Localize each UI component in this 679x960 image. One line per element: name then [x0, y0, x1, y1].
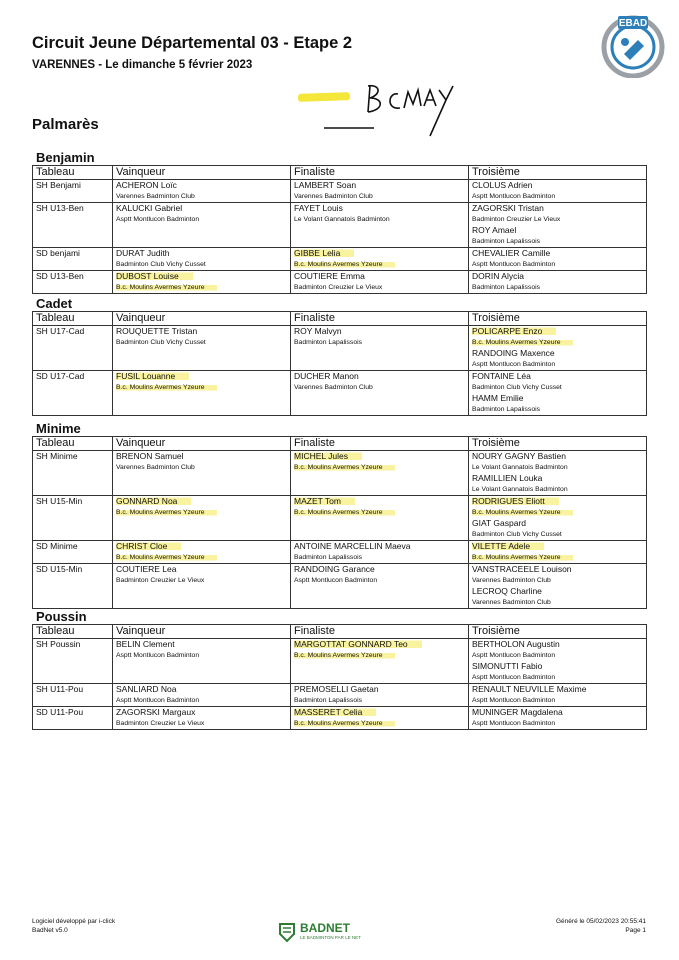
player-club	[294, 718, 465, 729]
column-header: Troisième	[469, 166, 647, 180]
player-name: ZAGORSKI Tristan	[472, 203, 544, 213]
tableau-cell: SH Benjami	[33, 180, 113, 203]
tableau-cell: SH U17-Cad	[33, 326, 113, 371]
tableau-cell: SD U13-Ben	[33, 271, 113, 294]
third-cell	[469, 564, 647, 609]
player-club: Badminton Lapalissois	[472, 238, 541, 245]
player-name: SIMONUTTI Fabio	[472, 661, 543, 671]
table-row	[33, 564, 647, 609]
player-club: Asptt Montlucon Badminton	[116, 652, 200, 659]
player-name: VANSTRACEELE Louison	[472, 564, 572, 574]
section-title: Poussin	[36, 609, 87, 624]
highlight-name: POLICARPE Enzo	[472, 326, 556, 336]
section-title: Benjamin	[36, 150, 95, 165]
highlight-name: RODRIGUES Eliott	[472, 496, 559, 506]
results-table	[32, 624, 647, 730]
highlight-club: B.c. Moulins Avermes Yzeure	[116, 554, 217, 561]
player-club: Badminton Lapalissois	[294, 339, 363, 346]
column-header: Vainqueur	[113, 625, 291, 639]
highlight-club: B.c. Moulins Avermes Yzeure	[294, 720, 395, 727]
third-cell	[469, 248, 647, 271]
player-club: Asptt Montlucon Badminton	[472, 652, 556, 659]
finalist-cell	[291, 371, 469, 416]
highlight-club: B.c. Moulins Avermes Yzeure	[472, 509, 573, 516]
column-header: Vainqueur	[113, 166, 291, 180]
player-club: Asptt Montlucon Badminton	[116, 697, 200, 704]
third-cell	[469, 639, 647, 684]
player-name: COUTIERE Lea	[116, 564, 177, 574]
player-name	[116, 541, 287, 552]
player-name: DORIN Alycia	[472, 271, 524, 281]
player-club: Varennes Badminton Club	[116, 193, 195, 200]
player-name: GIAT Gaspard	[472, 518, 527, 528]
column-header: Finaliste	[291, 166, 469, 180]
player-club: Badminton Club Vichy Cusset	[116, 261, 206, 268]
player-name: LAMBERT Soan	[294, 180, 357, 190]
table-row	[33, 180, 647, 203]
player-name: ACHERON Loïc	[116, 180, 177, 190]
winner-cell	[113, 496, 291, 541]
player-name: COUTIERE Emma	[294, 271, 365, 281]
table-row	[33, 271, 647, 294]
highlight-name: CHRIST Cloe	[116, 541, 181, 551]
tableau-cell: SH U11-Pou	[33, 684, 113, 707]
player-name: KALUCKI Gabriel	[116, 203, 183, 213]
third-cell	[469, 371, 647, 416]
player-name	[294, 639, 465, 650]
player-club: Badminton Lapalissois	[472, 406, 541, 413]
table-row	[33, 707, 647, 730]
table-row	[33, 496, 647, 541]
winner-cell	[113, 707, 291, 730]
player-name: RANDOING Maxence	[472, 348, 555, 358]
player-name: ROY Malvyn	[294, 326, 342, 336]
player-club: Varennes Badminton Club	[294, 384, 373, 391]
third-cell	[469, 203, 647, 248]
player-club: Asptt Montlucon Badminton	[472, 361, 556, 368]
finalist-cell	[291, 707, 469, 730]
footer-date: Généré le 05/02/2023 20:55:41	[556, 918, 646, 925]
highlight-name: MASSERET Celia	[294, 707, 376, 717]
player-name: BERTHOLON Augustin	[472, 639, 560, 649]
player-club	[116, 282, 287, 293]
third-cell	[469, 707, 647, 730]
column-header: Tableau	[33, 437, 113, 451]
player-name: DUCHER Manon	[294, 371, 359, 381]
player-club	[472, 552, 643, 563]
table-header-row	[33, 625, 647, 639]
player-name	[472, 326, 643, 337]
winner-cell	[113, 639, 291, 684]
player-club: Le Volant Gannatois Badminton	[294, 216, 390, 223]
player-name: LECROQ Charline	[472, 586, 542, 596]
player-name: RENAULT NEUVILLE Maxime	[472, 684, 587, 694]
column-header: Vainqueur	[113, 437, 291, 451]
player-club: Asptt Montlucon Badminton	[116, 216, 200, 223]
column-header: Tableau	[33, 625, 113, 639]
player-name: BRENON Samuel	[116, 451, 184, 461]
highlight-name: GONNARD Noa	[116, 496, 191, 506]
player-club	[294, 650, 465, 661]
player-club: Badminton Club Vichy Cusset	[472, 384, 562, 391]
player-name: FONTAINE Léa	[472, 371, 531, 381]
player-name: RAMILLIEN Louka	[472, 473, 543, 483]
footer-developer: Logiciel développé par i-click	[32, 918, 116, 925]
results-table	[32, 436, 647, 609]
tableau-cell: SH U13-Ben	[33, 203, 113, 248]
highlight-club: B.c. Moulins Avermes Yzeure	[294, 261, 395, 268]
tableau-cell: SH Minime	[33, 451, 113, 496]
column-header: Troisième	[469, 625, 647, 639]
badnet-brand: BADNET	[300, 921, 350, 935]
badnet-tagline: LE BADMINTON PAR LE NET	[300, 935, 361, 940]
footer-version: BadNet v5.0	[32, 927, 68, 934]
player-name: BELIN Clement	[116, 639, 175, 649]
finalist-cell	[291, 203, 469, 248]
player-name: CHEVALIER Camille	[472, 248, 551, 258]
player-club	[116, 552, 287, 563]
table-row	[33, 248, 647, 271]
finalist-cell	[291, 326, 469, 371]
highlight-club: B.c. Moulins Avermes Yzeure	[294, 509, 395, 516]
finalist-cell	[291, 451, 469, 496]
player-club: Badminton Creuzier Le Vieux	[472, 216, 561, 223]
results-table	[32, 311, 647, 416]
player-club: Le Volant Gannatois Badminton	[472, 486, 568, 493]
player-club: Asptt Montlucon Badminton	[472, 261, 556, 268]
player-club: Varennes Badminton Club	[472, 599, 551, 606]
winner-cell	[113, 248, 291, 271]
player-club: Asptt Montlucon Badminton	[472, 697, 556, 704]
highlight-club: B.c. Moulins Avermes Yzeure	[294, 652, 395, 659]
finalist-cell	[291, 684, 469, 707]
player-club	[294, 259, 465, 270]
highlight-club: B.c. Moulins Avermes Yzeure	[116, 284, 217, 291]
player-club: Le Volant Gannatois Badminton	[472, 464, 568, 471]
third-cell	[469, 451, 647, 496]
player-name	[472, 496, 643, 507]
column-header: Tableau	[33, 166, 113, 180]
player-club: Varennes Badminton Club	[294, 193, 373, 200]
tableau-cell: SD U17-Cad	[33, 371, 113, 416]
section-title: Minime	[36, 421, 81, 436]
finalist-cell	[291, 639, 469, 684]
winner-cell	[113, 564, 291, 609]
player-club: Varennes Badminton Club	[116, 464, 195, 471]
third-cell	[469, 271, 647, 294]
highlight-club: B.c. Moulins Avermes Yzeure	[294, 464, 395, 471]
footer-page: Page 1	[625, 927, 646, 934]
tableau-cell: SH U15-Min	[33, 496, 113, 541]
player-name: HAMM Emilie	[472, 393, 524, 403]
table-header-row	[33, 166, 647, 180]
finalist-cell	[291, 564, 469, 609]
player-club: Badminton Creuzier Le Vieux	[116, 720, 205, 727]
column-header: Tableau	[33, 312, 113, 326]
player-club	[472, 337, 643, 348]
winner-cell	[113, 451, 291, 496]
player-name	[116, 496, 287, 507]
player-name: RANDOING Garance	[294, 564, 375, 574]
results-table	[32, 165, 647, 294]
finalist-cell	[291, 496, 469, 541]
table-row	[33, 203, 647, 248]
player-club: Asptt Montlucon Badminton	[472, 720, 556, 727]
player-club: Badminton Creuzier Le Vieux	[294, 284, 383, 291]
column-header: Finaliste	[291, 625, 469, 639]
player-club: Varennes Badminton Club	[472, 577, 551, 584]
player-club	[472, 507, 643, 518]
player-club: Asptt Montlucon Badminton	[472, 674, 556, 681]
player-name	[116, 271, 287, 282]
tableau-cell: SD U11-Pou	[33, 707, 113, 730]
finalist-cell	[291, 541, 469, 564]
player-name	[472, 541, 643, 552]
highlight-name: FUSIL Louanne	[116, 371, 189, 381]
player-club	[294, 462, 465, 473]
footer-generated	[556, 917, 646, 935]
highlight-name: VILETTE Adele	[472, 541, 544, 551]
table-row	[33, 451, 647, 496]
table-row	[33, 639, 647, 684]
player-name	[116, 371, 287, 382]
handwritten-annotation	[318, 78, 458, 138]
player-name: PREMOSELLI Gaetan	[294, 684, 379, 694]
player-name: NOURY GAGNY Bastien	[472, 451, 567, 461]
winner-cell	[113, 326, 291, 371]
tableau-cell: SD Minime	[33, 541, 113, 564]
highlight-name: GIBBE Lelia	[294, 248, 354, 258]
winner-cell	[113, 371, 291, 416]
player-name: ZAGORSKI Margaux	[116, 707, 196, 717]
player-name: ROY Amael	[472, 225, 517, 235]
svg-text:EBAD: EBAD	[618, 18, 648, 29]
player-name: ANTOINE MARCELLIN Maeva	[294, 541, 411, 551]
tableau-cell: SD U15-Min	[33, 564, 113, 609]
tableau-cell: SD benjami	[33, 248, 113, 271]
player-club: Badminton Club Vichy Cusset	[116, 339, 206, 346]
player-club	[116, 507, 287, 518]
player-name	[294, 248, 465, 259]
player-name	[294, 707, 465, 718]
footer-software	[32, 917, 115, 935]
winner-cell	[113, 203, 291, 248]
player-name: SANLIARD Noa	[116, 684, 177, 694]
winner-cell	[113, 180, 291, 203]
highlight-name: MARGOTTAT GONNARD Teo	[294, 639, 422, 649]
player-club: Asptt Montlucon Badminton	[472, 193, 556, 200]
badnet-logo-icon	[277, 921, 297, 943]
finalist-cell	[291, 180, 469, 203]
player-name: CLOLUS Adrien	[472, 180, 533, 190]
section-title: Cadet	[36, 296, 73, 311]
column-header: Troisième	[469, 437, 647, 451]
player-name: ROUQUETTE Tristan	[116, 326, 198, 336]
winner-cell	[113, 271, 291, 294]
column-header: Finaliste	[291, 312, 469, 326]
winner-cell	[113, 684, 291, 707]
winner-cell	[113, 541, 291, 564]
player-club	[116, 382, 287, 393]
player-club: Asptt Montlucon Badminton	[294, 577, 378, 584]
table-row	[33, 326, 647, 371]
table-header-row	[33, 437, 647, 451]
finalist-cell	[291, 271, 469, 294]
document-title: Circuit Jeune Départemental 03 - Etape 2	[32, 34, 353, 52]
player-name	[294, 451, 465, 462]
third-cell	[469, 326, 647, 371]
column-header: Finaliste	[291, 437, 469, 451]
player-club: Badminton Lapalissois	[294, 554, 363, 561]
player-club	[294, 507, 465, 518]
table-row	[33, 541, 647, 564]
ebad-logo	[600, 12, 666, 78]
third-cell	[469, 180, 647, 203]
player-club: Badminton Creuzier Le Vieux	[116, 577, 205, 584]
highlight-club: B.c. Moulins Avermes Yzeure	[116, 384, 217, 391]
third-cell	[469, 684, 647, 707]
player-club: Badminton Lapalissois	[472, 284, 541, 291]
table-row	[33, 684, 647, 707]
highlight-club: B.c. Moulins Avermes Yzeure	[472, 554, 573, 561]
player-club: Badminton Lapalissois	[294, 697, 363, 704]
player-name: FAYET Louis	[294, 203, 343, 213]
document-subtitle: VARENNES - Le dimanche 5 février 2023	[32, 59, 253, 71]
palmares-heading: Palmarès	[32, 116, 99, 133]
third-cell	[469, 496, 647, 541]
table-header-row	[33, 312, 647, 326]
highlight-name: DUBOST Louise	[116, 271, 193, 281]
highlight-name: MICHEL Jules	[294, 451, 362, 461]
player-club: Badminton Club Vichy Cusset	[472, 531, 562, 538]
player-name: MUNINGER Magdalena	[472, 707, 563, 717]
highlight-club: B.c. Moulins Avermes Yzeure	[116, 509, 217, 516]
tableau-cell: SH Poussin	[33, 639, 113, 684]
highlight-club: B.c. Moulins Avermes Yzeure	[472, 339, 573, 346]
third-cell	[469, 541, 647, 564]
player-name: DURAT Judith	[116, 248, 170, 258]
finalist-cell	[291, 248, 469, 271]
highlight-name: MAZET Tom	[294, 496, 355, 506]
column-header: Vainqueur	[113, 312, 291, 326]
column-header: Troisième	[469, 312, 647, 326]
player-name	[294, 496, 465, 507]
table-row	[33, 371, 647, 416]
